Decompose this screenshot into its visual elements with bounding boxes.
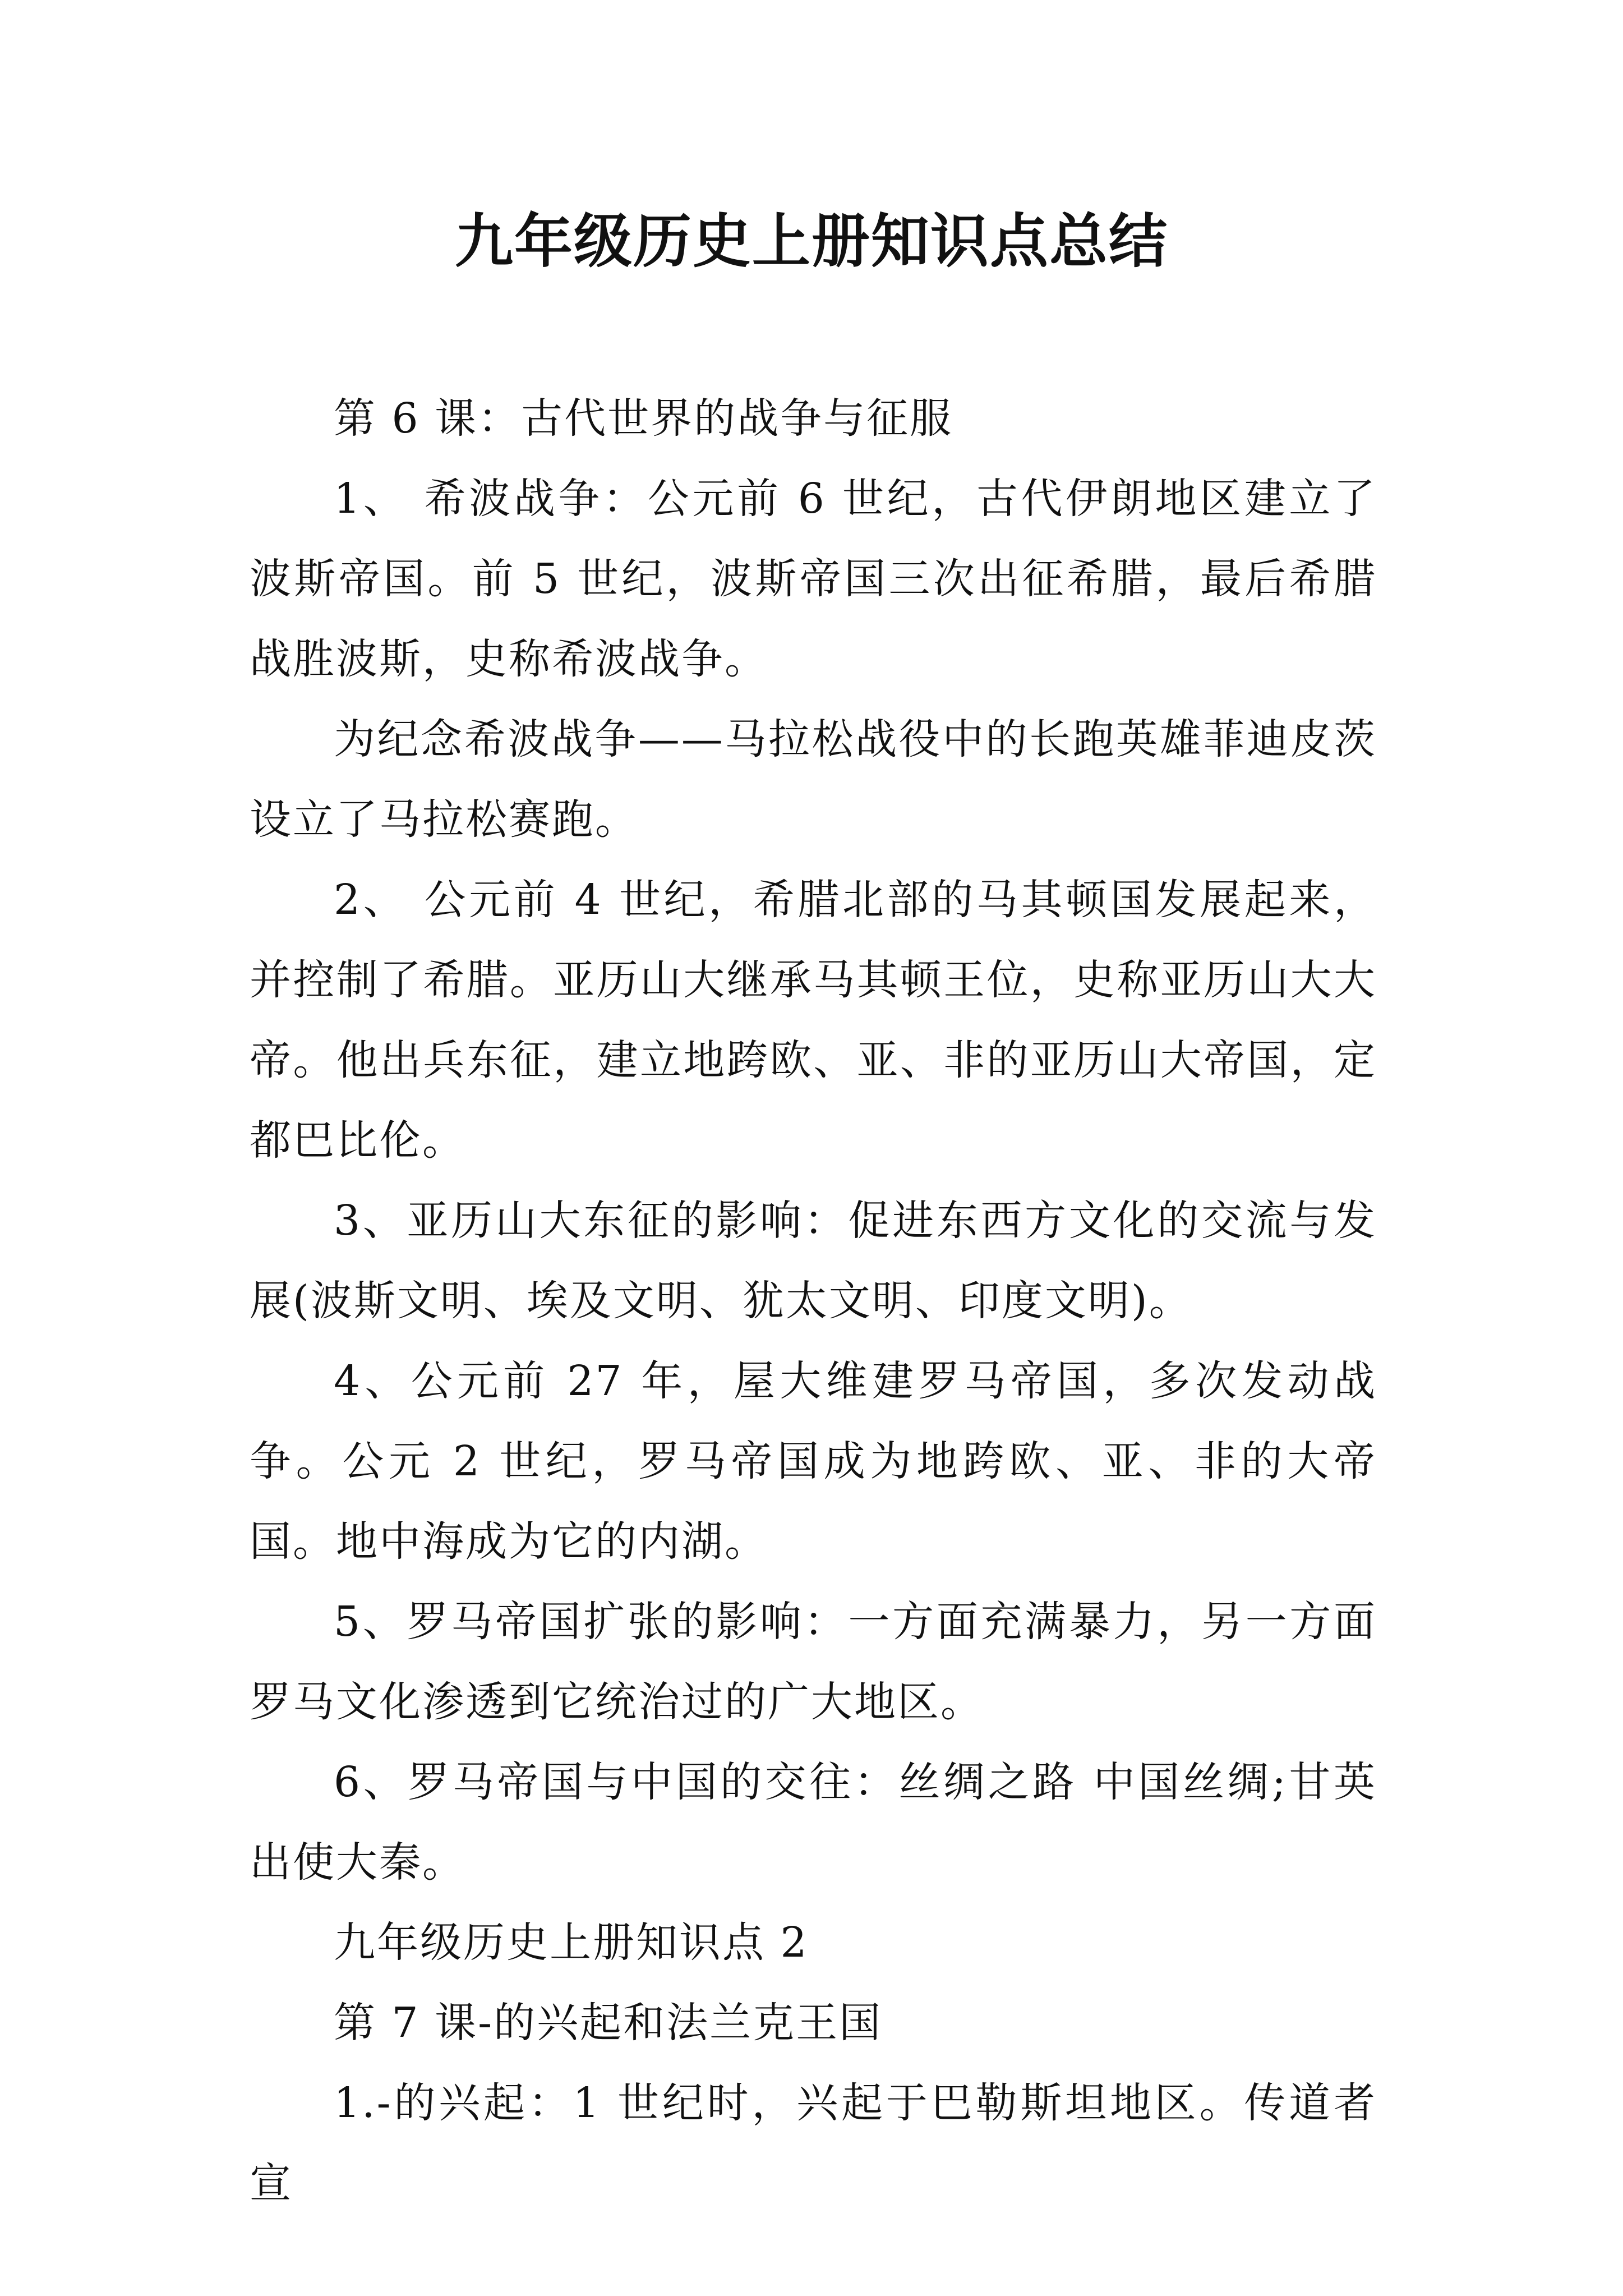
paragraph: 3、亚历山大东征的影响：促进东西方文化的交流与发展(波斯文明、埃及文明、犹太文明、印度文明)。: [250, 1197, 1377, 1325]
document-title: 九年级历史上册知识点总结: [454, 206, 1168, 275]
paragraph: 4、公元前 27 年，屋大维建罗马帝国，多次发动战争。公元 2 世纪，罗马帝国成为地跨欧、亚、非的大帝国。地中海成为它的内湖。: [250, 1357, 1377, 1566]
paragraph: 为纪念希波战争——马拉松战役中的长跑英雄菲迪皮茨设立了马拉松赛跑。: [250, 715, 1377, 844]
paragraph: 1.-的兴起：1 世纪时，兴起于巴勒斯坦地区。传道者宣: [250, 2079, 1377, 2207]
paragraph: 2、 公元前 4 世纪，希腊北部的马其顿国发展起来，并控制了希腊。亚历山大继承马其顿王位，史称亚历山大大帝。他出兵东征，建立地跨欧、亚、非的亚历山大帝国，定都巴比伦。: [250, 876, 1377, 1165]
lesson-heading: 第 7 课-的兴起和法兰克王国: [334, 1999, 883, 2047]
document-body: [250, 379, 1377, 2224]
paragraph: 6、罗马帝国与中国的交往：丝绸之路 中国丝绸;甘英出使大秦。: [250, 1758, 1377, 1887]
section-heading: 九年级历史上册知识点 2: [334, 1918, 809, 1967]
paragraph: 1、 希波战争：公元前 6 世纪，古代伊朗地区建立了波斯帝国。前 5 世纪，波斯帝国三次出征希腊，最后希腊战胜波斯，史称希波战争。: [250, 475, 1377, 683]
paragraph: 5、罗马帝国扩张的影响：一方面充满暴力，另一方面罗马文化渗透到它统治过的广大地区。: [250, 1598, 1377, 1726]
lesson-heading: 第 6 课：古代世界的战争与征服: [334, 394, 953, 443]
